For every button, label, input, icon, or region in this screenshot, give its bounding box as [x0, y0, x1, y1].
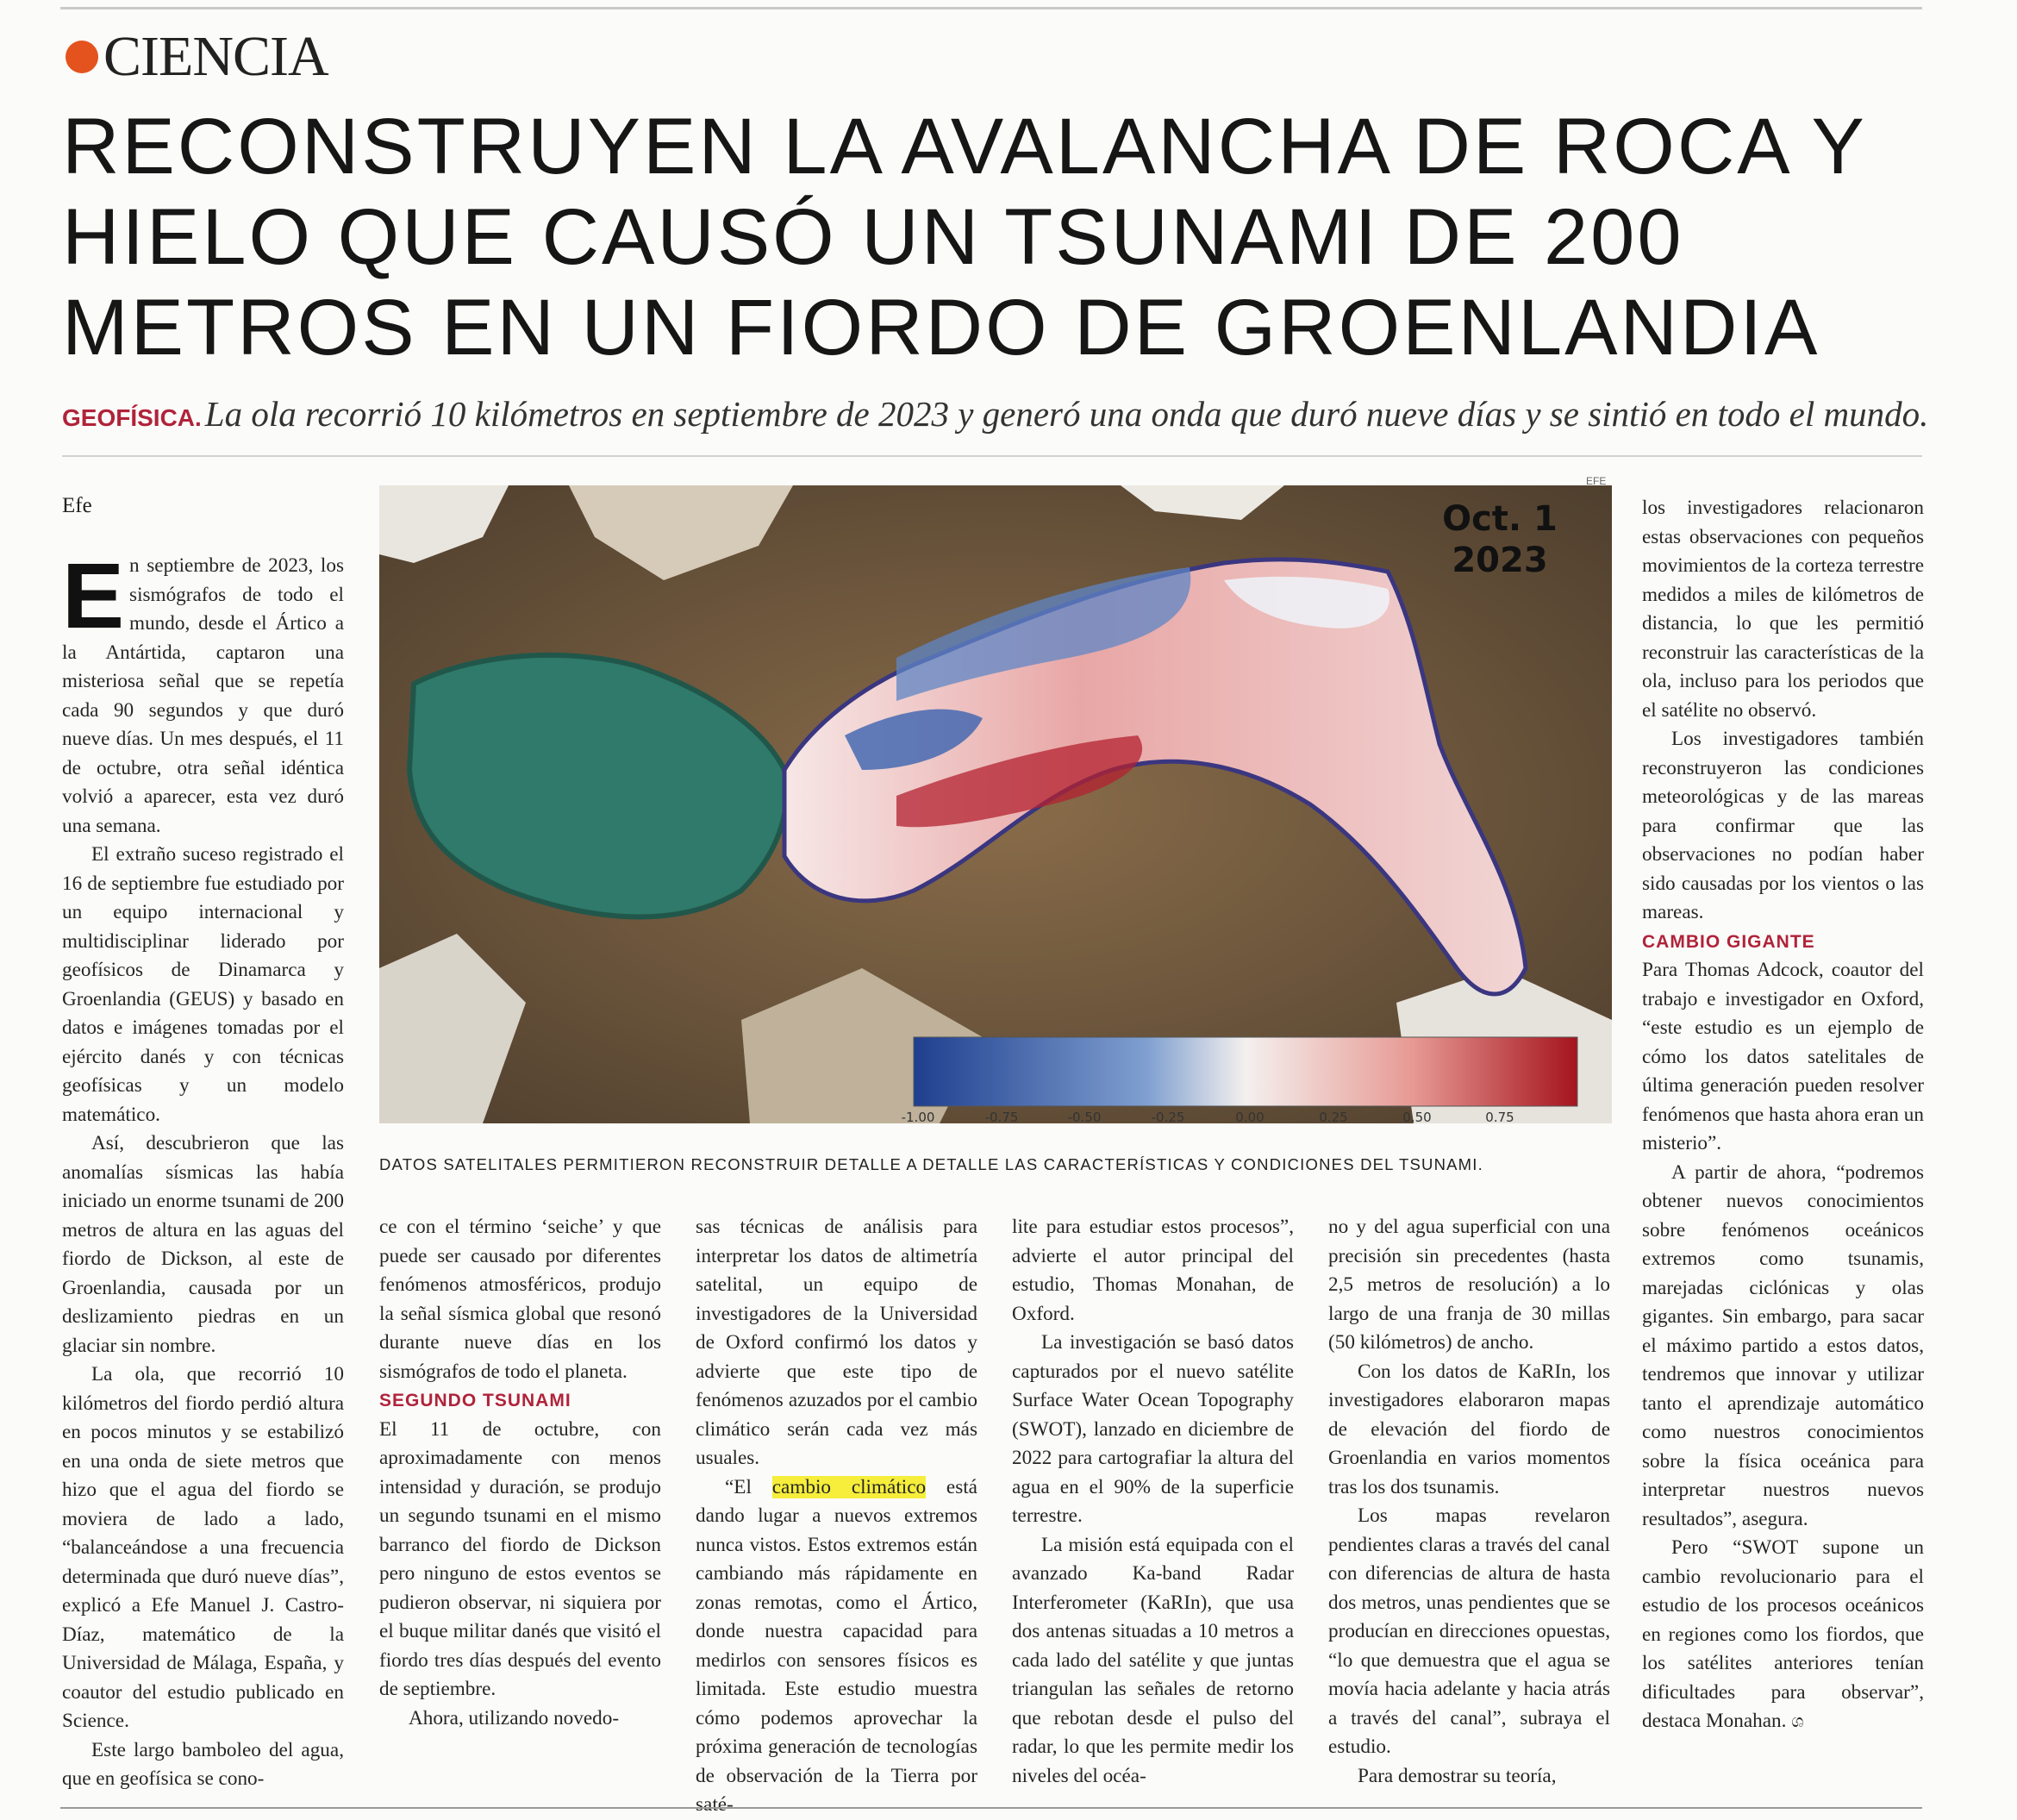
paragraph: ce con el término ‘seiche’ y que puede ser causado por diferentes fenómenos atmosféricos, produjo la señal sísmica global que resonó durante nueve días en los sismógrafos de todo el planeta. — [379, 1216, 661, 1383]
deck-kicker: GEOFÍSICA. — [62, 404, 202, 431]
photo-caption: DATOS SATELITALES PERMITIERON RECONSTRUIR DETALLE A DETALLE LAS CARACTERÍSTICAS Y CONDICIONES DEL TSUNAMI. — [379, 1155, 1483, 1173]
photo-credit: EFE — [1586, 475, 1607, 487]
paragraph: El 11 de octubre, con aproximadamente con menos intensidad y duración, se produjo un segundo tsunami en el mismo barranco del fiordo de Dickson pero ninguno de estos eventos se pudieron observar, ni siquiera por el buque militar danés que visitó el fiordo tres días después del evento de septiembre. — [379, 1417, 661, 1700]
column-1 — [62, 543, 344, 1794]
fjord-elevation-map — [379, 485, 1612, 1123]
bottom-rule — [60, 1807, 1922, 1809]
colorbar-tick: 0.50 — [1402, 1110, 1432, 1123]
paragraph: La misión está equipada con el avanzado Ka-band Radar Interferometer (KaRIn), que usa dos antenas situadas a 10 metros a cada lado del satélite y que juntas triangulan las señales de retorno que rebotan desde el pulso del radar, lo que les permite medir los niveles del océa- — [1012, 1533, 1294, 1787]
end-mark-icon: ශ — [1791, 1712, 1804, 1731]
paragraph: Los mapas revelaron pendientes claras a través del canal con diferencias de altura de hasta dos metros, unas pendientes que se producían en direcciones opuestas, “lo que demuestra que el agua se movía hacia adelante y hacia atrás a través del canal”, subraya el estudio. — [1328, 1504, 1610, 1758]
subheading: SEGUNDO TSUNAMI — [379, 1391, 571, 1410]
column-2 — [379, 1213, 661, 1733]
paragraph: Pero “SWOT supone un cambio revolucionario para el estudio de los procesos oceánicos en regiones como los fiordos, que los satélites anteriores tenían dificultades para observar”, destaca Monahan. ශ — [1642, 1536, 1924, 1732]
deck-text: La ola recorrió 10 kilómetros en septiembre de 2023 y generó una onda que duró nueve días y se sintió en todo el mundo. — [204, 394, 1929, 434]
paragraph: lite para estudiar estos procesos”, advierte el autor principal del estudio, Thomas Monahan, de Oxford. — [1012, 1216, 1294, 1325]
paragraph: Así, descubrieron que las anomalías sísmicas las había iniciado un enorme tsunami de 200 metros de altura en las aguas del fiordo de Dickson, al este de Groenlandia, causada por un deslizamiento piedras en un glaciar sin nombre. — [62, 1132, 344, 1357]
top-rule — [60, 7, 1922, 9]
colorbar-tick: -0.25 — [1151, 1110, 1185, 1123]
deck-rule — [62, 455, 1922, 457]
column-3 — [696, 1213, 977, 1820]
map-date-line-2: 2023 — [1452, 541, 1548, 580]
paragraph: El extraño suceso registrado el 16 de septiembre fue estudiado por un equipo internacional y multidisciplinar liderado por geofísicos de Dinamarca y Groenlandia (GEUS) y basado en datos e imágenes tomadas por el ejército danés y con técnicas geofísicas y un modelo matemático. — [62, 843, 344, 1126]
colorbar-tick: 0.25 — [1319, 1110, 1348, 1123]
paragraph: Este largo bamboleo del agua, que en geofísica se cono- — [62, 1738, 344, 1790]
subheading: CAMBIO GIGANTE — [1642, 931, 1815, 952]
paragraph: Para Thomas Adcock, coautor del trabajo e investigador en Oxford, “este estudio es un ejemplo de cómo los datos satelitales de última generación pueden resolver fenómenos que hasta ahora eran un misterio”. — [1642, 959, 1924, 1154]
paragraph: no y del agua superficial con una precisión sin precedentes (hasta 2,5 metros de resolución) a lo largo de una franja de 30 millas (50 kilómetros) de ancho. — [1328, 1216, 1610, 1354]
section-label — [66, 24, 328, 90]
paragraph: En septiembre de 2023, los sismógrafos de todo el mundo, desde el Ártico a la Antártida, captaron una misteriosa señal que se repetía cada 90 segundos y que duró nueve días. Un mes después, el 11 de octubre, otra señal idéntica volvió a aparecer, esta vez duró una semana. — [62, 543, 344, 837]
satellite-image — [379, 485, 1612, 1123]
paragraph: Ahora, utilizando novedo- — [409, 1706, 620, 1729]
section-dot-icon — [66, 41, 98, 73]
colorbar-tick: 0.00 — [1235, 1110, 1265, 1123]
byline: Efe — [62, 494, 92, 517]
paragraph: Para demostrar su teoría, — [1358, 1764, 1557, 1787]
headline — [62, 102, 1958, 373]
paragraph: Con los datos de KaRIn, los investigadores elaboraron mapas de elevación del fiordo de Groenlandia en varios momentos tras los dos tsunamis. — [1328, 1360, 1610, 1498]
paragraph: La ola, que recorrió 10 kilómetros del fiordo perdió altura en pocos minutos y se estabilizó en una onda de siete metros que hizo que el agua del fiordo se moviera de lado a lado, “balanceándose a una frecuencia determinada que duró nueve días”, explicó a Efe Manuel J. Castro-Díaz, matemático de la Universidad de Málaga, España, y coautor del estudio publicado en Science. — [62, 1363, 344, 1732]
colorbar-tick: -0.50 — [1067, 1110, 1102, 1123]
colorbar-tick: -1.00 — [901, 1110, 935, 1123]
headline-line: HIELO QUE CAUSÓ UN TSUNAMI DE 200 — [62, 193, 1684, 281]
drop-cap: E — [62, 543, 125, 647]
column-4 — [1012, 1213, 1294, 1791]
paragraph: “El cambio climático está dando lugar a nuevos extremos nunca vistos. Estos extremos están cambiando más rápidamente en zonas remotas, como el Ártico, donde nuestra capacidad para medirlos con sensores físicos es limitada. Este estudio muestra cómo podemos aprovechar la próxima generación de tecnologías de observación de la Tierra por saté- — [696, 1475, 977, 1816]
paragraph: La investigación se basó datos capturados por el nuevo satélite Surface Water Ocean Topography (SWOT), lanzado en diciembre de 2022 para cartografiar la altura del agua en el 90% de la superficie terrestre. — [1012, 1331, 1294, 1527]
headline-line: METROS EN UN FIORDO DE GROENLANDIA — [62, 284, 1820, 372]
map-date-line-1: Oct. 1 — [1442, 499, 1558, 539]
paragraph: sas técnicas de análisis para interpretar los datos de altimetría satelital, un equipo de investigadores de la Universidad de Oxford confirmó los datos y advierte que este tipo de fenómenos azuzados por el cambio climático serán cada vez más usuales. — [696, 1216, 977, 1469]
paragraph: Los investigadores también reconstruyeron las condiciones meteorológicas y de las mareas para confirmar que las observaciones no podían haber sido causadas por los vientos o las mareas. — [1642, 728, 1924, 923]
column-5 — [1328, 1213, 1610, 1791]
highlighted-term: cambio climático — [771, 1475, 927, 1498]
headline-line: RECONSTRUYEN LA AVALANCHA DE ROCA Y — [62, 103, 1867, 191]
colorbar-tick: -0.75 — [984, 1110, 1019, 1123]
paragraph: los investigadores relacionaron estas observaciones con pequeños movimientos de la corteza terrestre medidos a miles de kilómetros de distancia, lo que les permitió reconstruir las características de la ola, incluso para los periodos que el satélite no observó. — [1642, 497, 1924, 722]
column-6 — [1642, 494, 1924, 1737]
paragraph: A partir de ahora, “podremos obtener nuevos conocimientos sobre fenómenos oceánicos extremos como tsunamis, marejadas ciclónicas y olas gigantes. Sin embargo, para sacar el máximo partido a estos datos, tendremos que innovar y utilizar tanto el aprendizaje automático como nuestros conocimientos sobre la física oceánica para interpretar nuestros nuevos resultados”, asegura. — [1642, 1160, 1924, 1530]
deck — [62, 393, 1958, 435]
section-name: CIENCIA — [103, 25, 328, 88]
colorbar-tick: 0.75 — [1485, 1110, 1514, 1123]
